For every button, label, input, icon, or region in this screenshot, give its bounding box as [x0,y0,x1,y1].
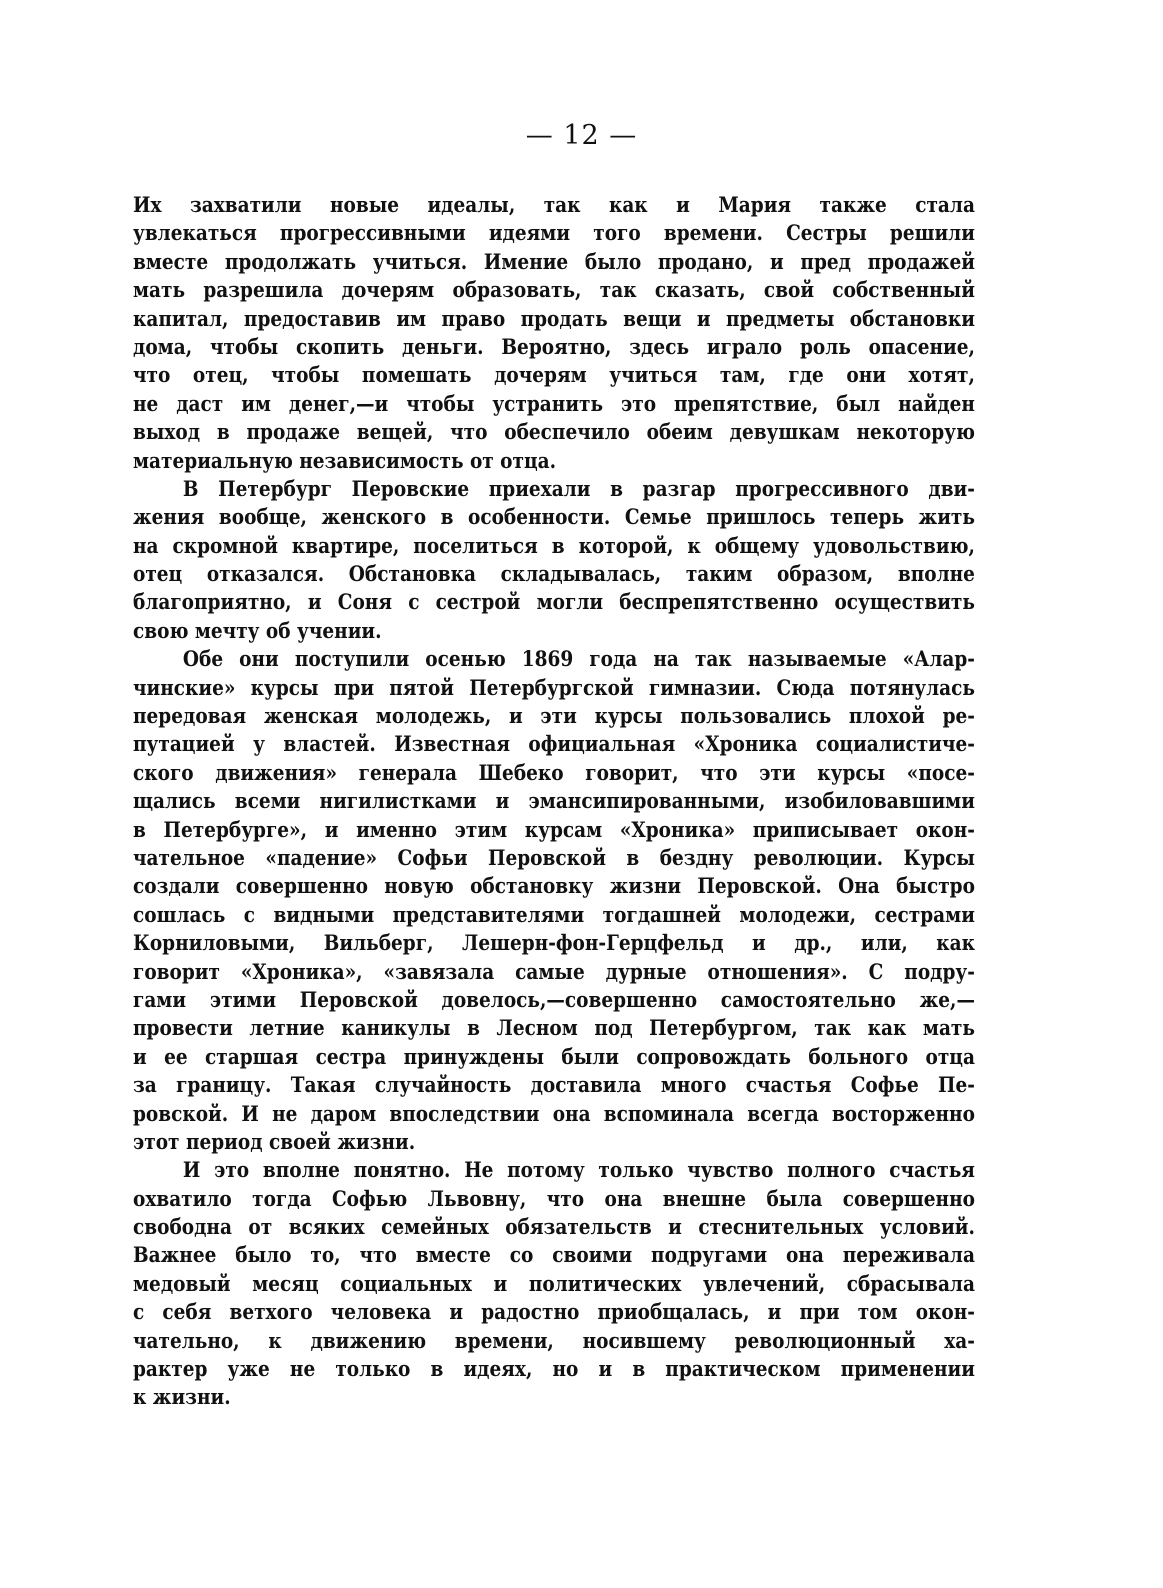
text-line: на скромной квартире, поселиться в которой, к общему удовольствию, [133,533,975,559]
text-line: создали совершенно новую обстановку жизни Перовской. Она быстро [133,874,975,900]
text-line: сошлась с видными представителями тогдашней молодежи, сестрами [133,902,975,928]
body-text [133,192,975,1413]
text-line: Важнее было то, что вместе со своими подругами она переживала [133,1243,975,1269]
text-line: не даст им денег,—и чтобы устранить это препятствие, был найден [133,391,975,417]
text-line: говорит «Хроника», «завязала самые дурные отношения». С подру- [133,959,975,985]
text-line: отец отказался. Обстановка складывалась, таким образом, вполне [133,562,975,588]
paragraph [133,192,975,476]
text-line: рактер уже не только в идеях, но и в практическом применении [133,1357,975,1383]
text-line: выход в продаже вещей, что обеспечило обеим девушкам некоторую [133,420,975,446]
text-line: охватило тогда Софью Львовну, что она внешне была совершенно [133,1186,975,1212]
text-line: медовый месяц социальных и политических увлечений, сбрасывала [133,1271,975,1297]
text-line: с себя ветхого человека и радостно приобщалась, и при том окон- [133,1300,975,1326]
text-line: ровской. И не даром впоследствии она вспоминала всегда восторженно [133,1101,975,1127]
text-line: В Петербург Перовские приехали в разгар прогрессивного дви- [182,476,975,502]
paragraph [133,646,975,1157]
paragraph [133,476,975,646]
text-line: путацией у властей. Известная официальная «Хроника социалистиче- [133,732,975,758]
text-line: Обе они поступили осенью 1869 года на так называемые «Алар- [182,647,975,673]
text-line: Их захватили новые идеалы, так как и Мария также стала [133,193,975,218]
text-line: жения вообще, женского в особенности. Семье пришлось теперь жить [133,505,975,531]
text-line: капитал, предоставив им право продать вещи и предметы обстановки [133,306,975,332]
text-line: гами этими Перовской довелось,—совершенно самостоятельно же,— [133,987,975,1013]
text-line: что отец, чтобы помешать дочерям учиться там, где они хотят, [133,363,975,389]
text-line: Корниловыми, Вильберг, Лешерн-фон-Герцфельд и др., или, как [133,931,975,957]
text-line: благоприятно, и Соня с сестрой могли беспрепятственно осуществить [133,590,975,616]
text-line: свою мечту об учении. [133,618,382,644]
text-line: чательно, к движению времени, носившему революционный ха- [133,1328,975,1354]
text-line: И это вполне понятно. Не потому только чувство полного счастья [182,1158,975,1184]
text-line: чинские» курсы при пятой Петербургской гимназии. Сюда потянулась [133,675,975,701]
text-line: провести летние каникулы в Лесном под Петербургом, так как мать [133,1016,975,1042]
text-line: свободна от всяких семейных обязательств и стеснительных условий. [133,1215,975,1241]
paragraph [133,1157,975,1413]
text-line: мать разрешила дочерям образовать, так сказать, свой собственный [133,278,975,304]
page-number: — 12 — [525,120,638,151]
text-line: дома, чтобы скопить деньги. Вероятно, здесь играло роль опасение, [133,334,975,360]
text-line: увлекаться прогрессивными идеями того времени. Сестры решили [133,221,975,247]
text-line: в Петербурге», и именно этим курсам «Хроника» приписывает окон- [133,817,975,843]
text-line: материальную независимость от отца. [133,448,557,474]
text-line: за границу. Такая случайность доставила много счастья Софье Пе- [133,1073,975,1099]
text-line: к жизни. [133,1385,231,1411]
text-line: этот период своей жизни. [133,1129,416,1155]
text-line: и ее старшая сестра принуждены были сопровождать больного отца [133,1044,975,1070]
text-line: ского движения» генерала Шебеко говорит, что эти курсы «посе- [133,760,975,786]
text-line: щались всеми нигилистками и эмансипированными, изобиловавшими [133,789,975,815]
text-line: вместе продолжать учиться. Имение было продано, и пред продажей [133,249,975,275]
text-line: передовая женская молодежь, и эти курсы пользовались плохой ре- [133,704,975,730]
text-line: чательное «падение» Софьи Перовской в бездну революции. Курсы [133,845,975,871]
